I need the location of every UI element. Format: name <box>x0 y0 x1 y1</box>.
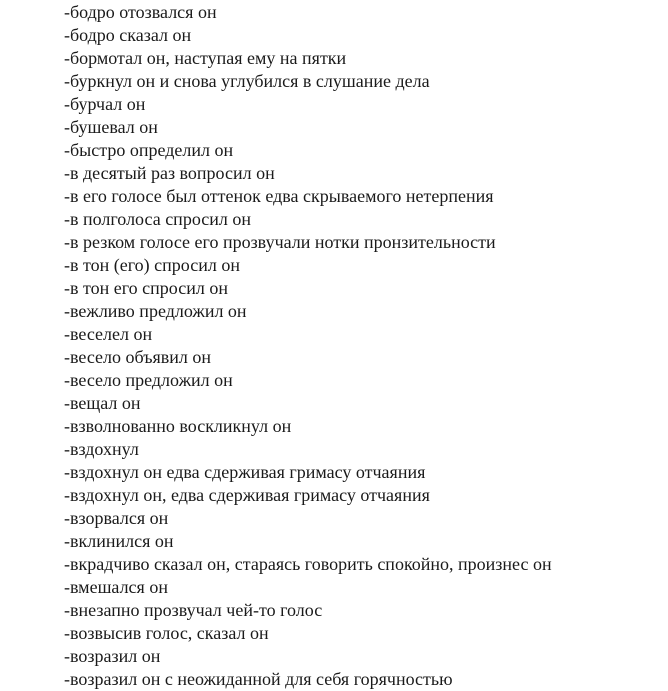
list-item: -весело объявил он <box>64 347 212 367</box>
list-item: -вздохнул он едва сдерживая гримасу отчаяния <box>64 462 426 482</box>
list-item: -взорвался он <box>64 508 169 528</box>
list-item: -вещал он <box>64 393 141 413</box>
list-item: -вмешался он <box>64 577 168 597</box>
list-item: -в тон его спросил он <box>64 278 228 298</box>
list-item: -в полголоса спросил он <box>64 209 252 229</box>
list-item: -бурчал он <box>64 94 146 114</box>
list-item: -внезапно прозвучал чей-то голос <box>64 600 323 620</box>
list-item: -быстро определил он <box>64 140 234 160</box>
list-item: -в резком голосе его прозвучали нотки пронзительности <box>64 232 496 252</box>
list-item: -возвысив голос, сказал он <box>64 623 269 643</box>
word-list <box>64 1 664 691</box>
list-item: -весело предложил он <box>64 370 233 390</box>
list-item: -бушевал он <box>64 117 158 137</box>
list-item: -возразил он <box>64 646 161 666</box>
list-item: -бормотал он, наступая ему на пятки <box>64 48 347 68</box>
list-item: -вкрадчиво сказал он, стараясь говорить спокойно, произнес он <box>64 554 552 574</box>
list-item: -в тон (его) спросил он <box>64 255 240 275</box>
list-item: -вклинился он <box>64 531 174 551</box>
list-item: -в его голосе был оттенок едва скрываемого нетерпения <box>64 186 494 206</box>
list-item: -бодро сказал он <box>64 25 192 45</box>
list-item: -бодро отозвался он <box>64 2 217 22</box>
list-item: -буркнул он и снова углубился в слушание дела <box>64 71 430 91</box>
list-item: -в десятый раз вопросил он <box>64 163 275 183</box>
list-item: -веселел он <box>64 324 153 344</box>
list-item: -взволнованно воскликнул он <box>64 416 292 436</box>
list-item: -вздохнул <box>64 439 139 459</box>
list-item: -вздохнул он, едва сдерживая гримасу отчаяния <box>64 485 430 505</box>
list-item: -вежливо предложил он <box>64 301 247 321</box>
list-item: -возразил он с неожиданной для себя горячностью <box>64 669 453 689</box>
